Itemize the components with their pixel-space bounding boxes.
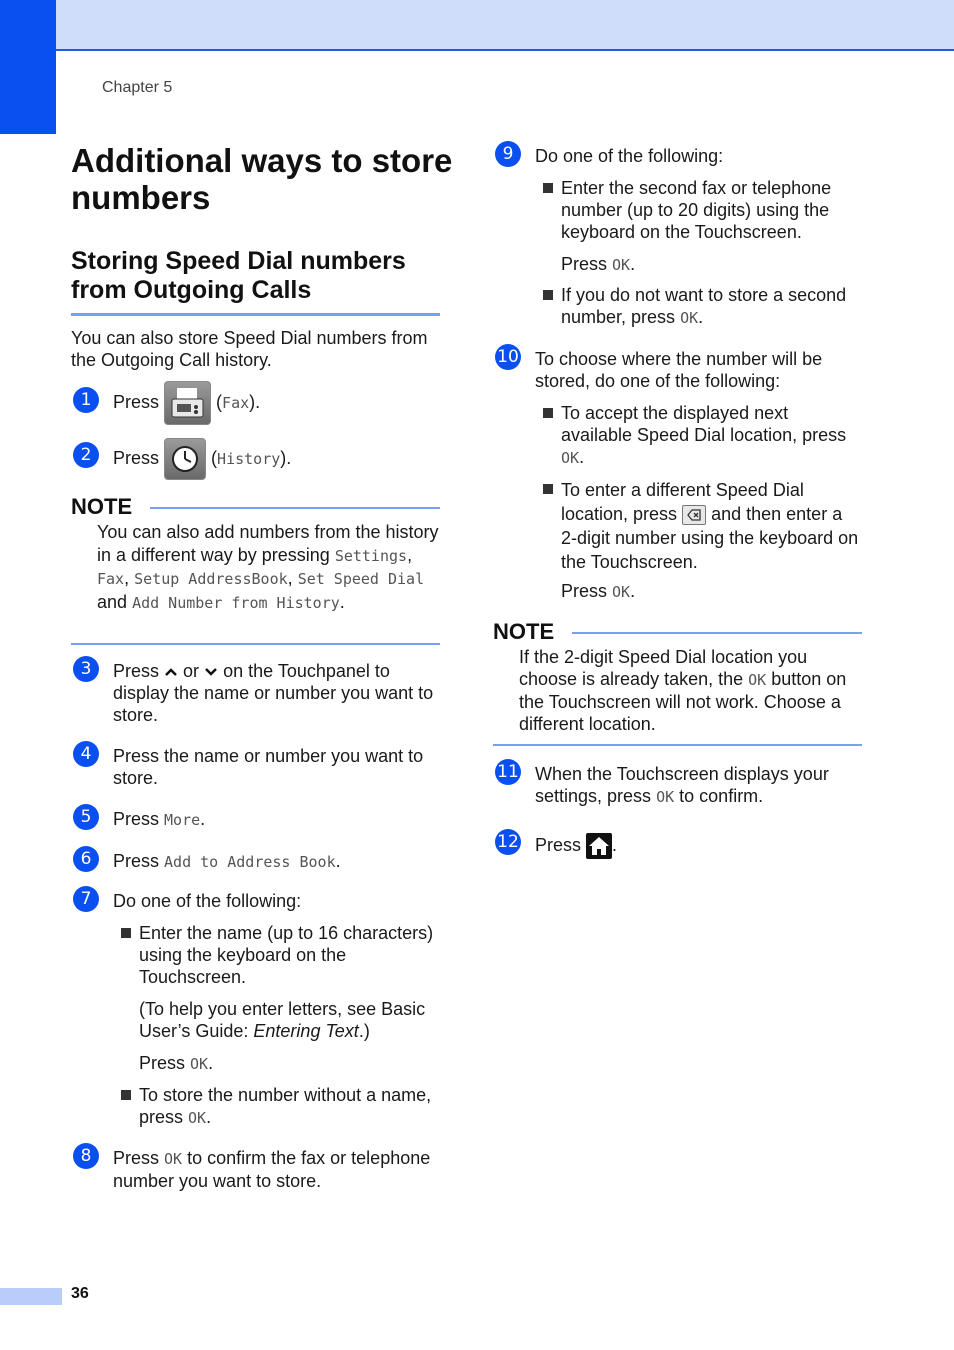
note-2-bottom-rule <box>493 744 862 746</box>
step-9-bullet-1: Enter the second fax or telephone number (up to 20 digits) using the keyboard on the Touchscreen. <box>561 177 861 243</box>
note-1-title: NOTE <box>71 494 133 519</box>
bullet-square <box>543 183 553 193</box>
note-2-title: NOTE <box>493 619 555 644</box>
step-10-number: 10 <box>495 344 521 370</box>
step-7: Do one of the following: <box>113 891 302 911</box>
note-2-top-rule <box>572 632 862 634</box>
step-1: Press (Fax). <box>113 380 443 425</box>
step-7-press-ok: Press OK. <box>139 1053 214 1073</box>
note-1-body: You can also add numbers from the history in a different way by pressing Settings, Fax, Setup AddressBook, Set Speed Dial and Add Number from History. <box>97 522 439 612</box>
step-10: To choose where the number will be stored, do one of the following: <box>535 349 823 391</box>
step-9-press-ok: Press OK. <box>561 254 636 274</box>
note-1-top-rule <box>150 507 440 509</box>
step-1-press: Press <box>113 392 160 412</box>
chapter-tab <box>0 0 56 134</box>
step-3: Press or on the Touchpanel to display the name or number you want to store. <box>113 661 434 725</box>
history-clock-icon <box>164 438 206 480</box>
step-11-number: 11 <box>495 759 521 785</box>
chapter-label: Chapter 5 <box>102 79 173 96</box>
page-number-tab <box>0 1288 62 1305</box>
bullet-square <box>543 290 553 300</box>
step-7-bullet-1: Enter the name (up to 16 characters) using the keyboard on the Touchscreen. <box>139 922 442 988</box>
step-3-number: 3 <box>73 656 99 682</box>
section-title: Storing Speed Dial numbers from Outgoing Calls <box>71 247 440 316</box>
bullet-square <box>121 1090 131 1100</box>
step-9-number: 9 <box>495 141 521 167</box>
bullet-square <box>543 484 553 494</box>
history-label: History <box>217 450 281 468</box>
step-10-press-ok: Press OK. <box>561 581 636 601</box>
step-11: When the Touchscreen displays your settings, press OK to confirm. <box>535 764 829 806</box>
step-6: Press Add to Address Book. <box>113 851 341 871</box>
bullet-square <box>543 408 553 418</box>
backspace-icon <box>682 505 706 525</box>
step-10-bullet-2: To enter a different Speed Dial location, press and then enter a 2-digit number using the keyboard on the Touchscreen. <box>561 478 861 574</box>
step-7-number: 7 <box>73 886 99 912</box>
step-5-number: 5 <box>73 804 99 830</box>
step-2-press: Press <box>113 448 160 468</box>
step-12: Press . <box>535 830 855 860</box>
step-2-number: 2 <box>73 442 99 468</box>
note-2-body: If the 2-digit Speed Dial location you choose is already taken, the OK button on the Touchscreen will not work. Choose a different location. <box>519 647 847 734</box>
page-title: Additional ways to store numbers <box>71 142 453 216</box>
fax-icon <box>164 381 211 425</box>
step-7-bullet-2: To store the number without a name, press OK. <box>139 1084 442 1129</box>
step-1-number: 1 <box>73 387 99 413</box>
chevron-down-icon <box>204 661 218 681</box>
page-number: 36 <box>71 1285 89 1302</box>
intro-paragraph: You can also store Speed Dial numbers from the Outgoing Call history. <box>71 328 428 370</box>
step-9-bullet-2: If you do not want to store a second number, press OK. <box>561 284 861 329</box>
bullet-square <box>121 928 131 938</box>
step-7-help: (To help you enter letters, see Basic User’s Guide: Entering Text.) <box>139 999 426 1041</box>
step-8-number: 8 <box>73 1143 99 1169</box>
step-6-number: 6 <box>73 846 99 872</box>
step-4-number: 4 <box>73 741 99 767</box>
note-1-bottom-rule <box>71 643 440 645</box>
step-9: Do one of the following: <box>535 146 724 166</box>
header-band <box>0 0 954 51</box>
fax-label: Fax <box>222 394 250 412</box>
step-2: Press (History). <box>113 436 443 481</box>
chevron-up-icon <box>164 661 178 681</box>
home-icon <box>586 833 612 859</box>
step-4: Press the name or number you want to store. <box>113 746 424 788</box>
step-8: Press OK to confirm the fax or telephone number you want to store. <box>113 1148 431 1191</box>
step-5: Press More. <box>113 809 206 829</box>
step-12-number: 12 <box>495 829 521 855</box>
step-10-bullet-1: To accept the displayed next available Speed Dial location, press OK. <box>561 402 861 469</box>
